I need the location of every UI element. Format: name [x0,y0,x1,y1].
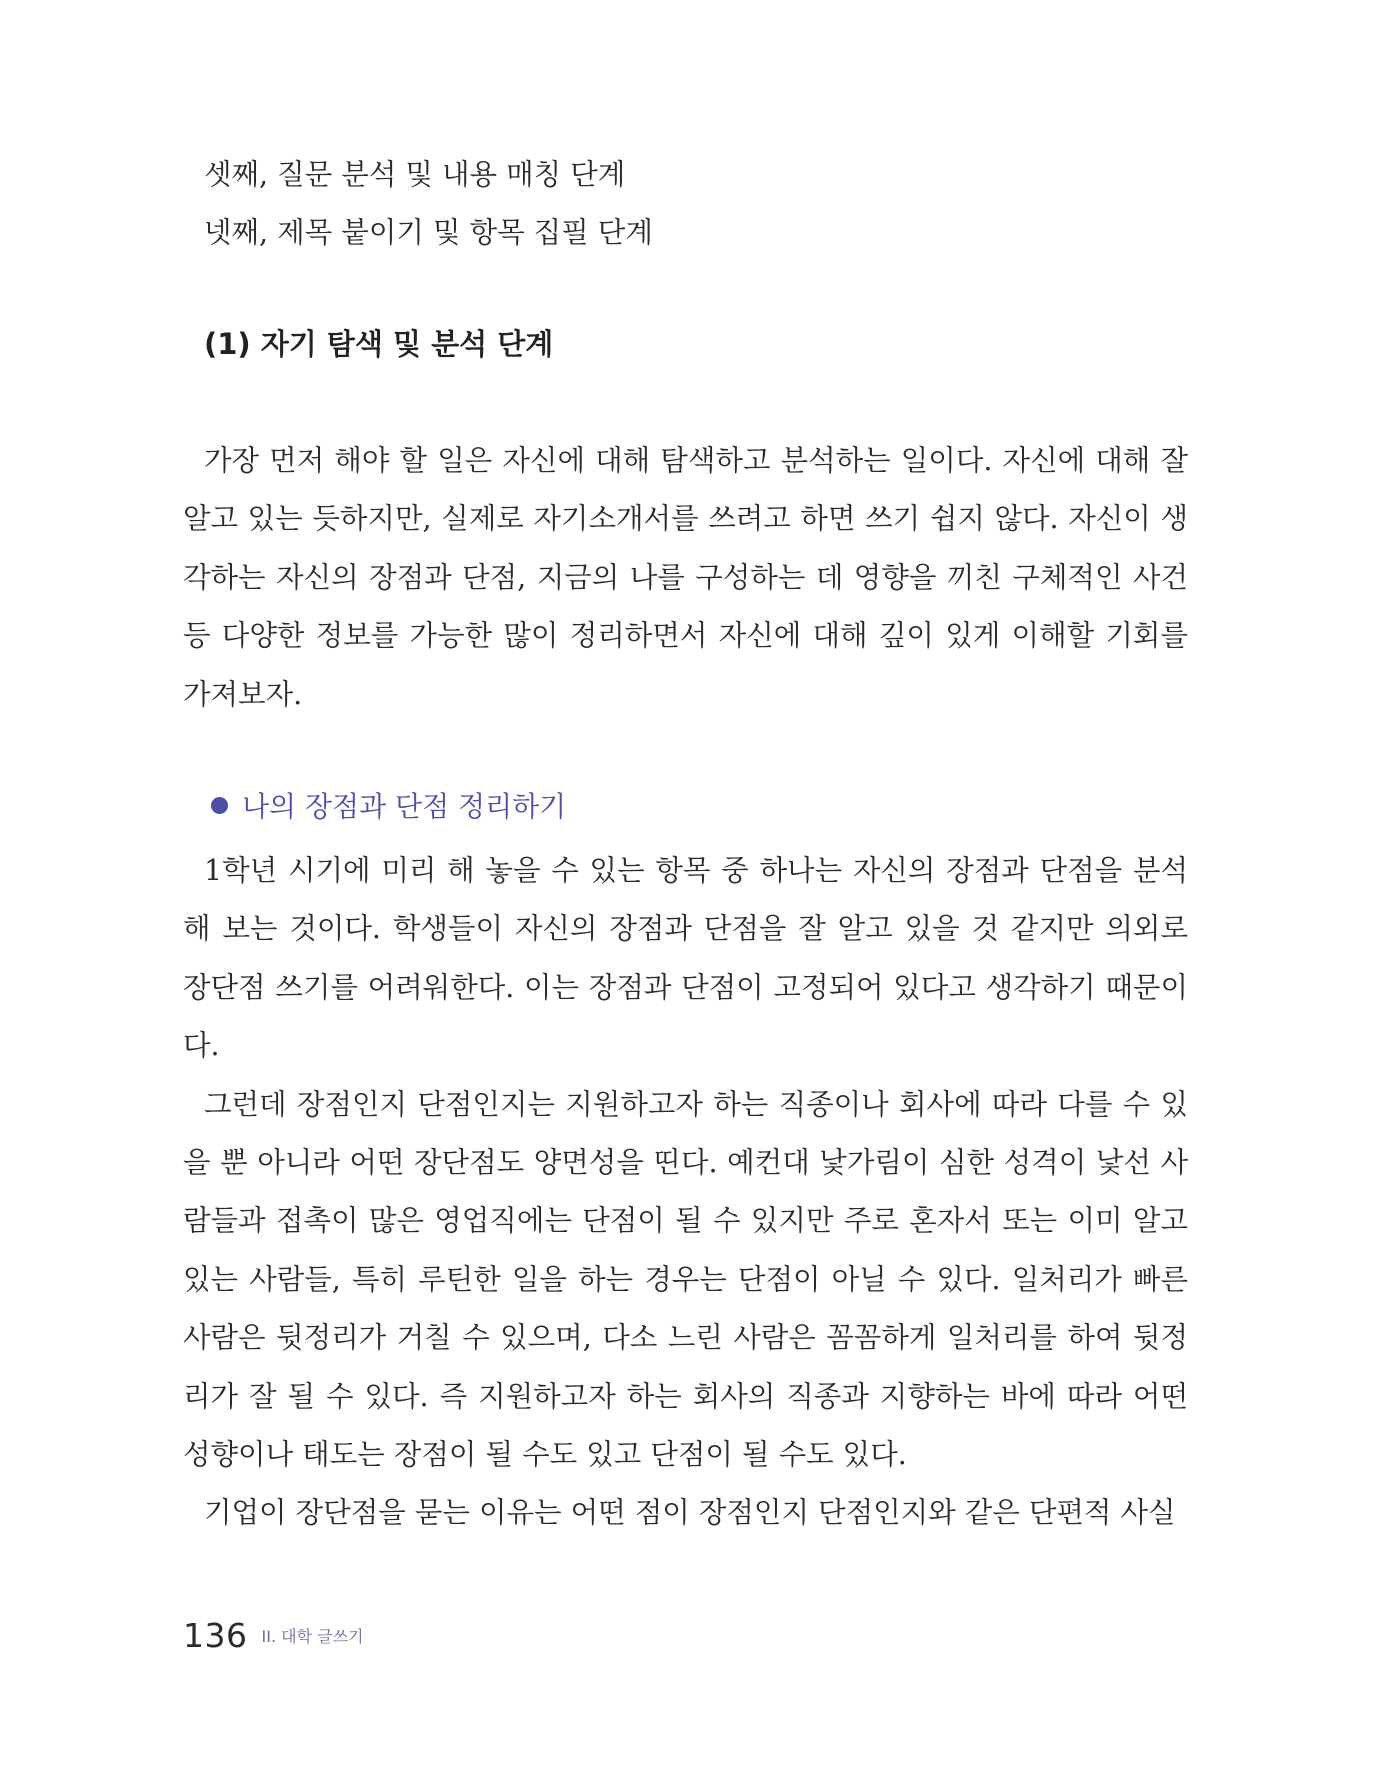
intro-paragraph: 가장 먼저 해야 할 일은 자신에 대해 탐색하고 분석하는 일이다. 자신에 대해 잘 알고 있는 듯하지만, 실제로 자기소개서를 쓰려고 하면 쓰기 쉽지 않다. 자신이 생각하는 자신의 장점과 단점, 지금의 나를 구성하는 데 영향을 끼친 구체적인 사건 등 다양한 정보를 가능한 많이 정리하면서 자신에 대해 깊이 있게 이해할 기회를 가져보자. [183,444,1188,711]
step-item-third: 셋째, 질문 분석 및 내용 매칭 단계 [204,158,626,191]
steps-list [183,146,1188,262]
body-block [183,842,1188,1543]
body-paragraph: 기업이 장단점을 묻는 이유는 어떤 점이 장점인지 단점인지와 같은 단편적 사실 [204,1496,1176,1530]
intro-block [183,432,1188,724]
chapter-title: II. 대학 글쓰기 [261,1627,364,1646]
body-paragraph: 그런데 장점인지 단점인지는 지원하고자 하는 직종이나 회사에 따라 다를 수 있을 뿐 아니라 어떤 장단점도 양면성을 띤다. 예컨대 낯가림이 심한 성격이 낯선 사람들과 접촉이 많은 영업직에는 단점이 될 수 있지만 주로 혼자서 또는 이미 알고 있는 사람들, 특히 루틴한 일을 하는 경우는 단점이 아닐 수 있다. 일처리가 빠른 사람은 뒷정리가 거칠 수 있으며, 다소 느린 사람은 꼼꼼하게 일처리를 하여 뒷정리가 잘 될 수 있다. 즉 지원하고자 하는 회사의 직종과 지향하는 바에 따라 어떤 성향이나 태도는 장점이 될 수도 있고 단점이 될 수도 있다. [183,1087,1188,1472]
page-number: 136 [183,1616,248,1655]
step-item-fourth: 넷째, 제목 붙이기 및 항목 집필 단계 [204,216,653,249]
bullet-icon [211,797,228,814]
page-footer [183,1616,363,1655]
sub-heading [183,782,1216,832]
sub-heading-text: 나의 장점과 단점 정리하기 [242,790,567,823]
body-paragraph: 1학년 시기에 미리 해 놓을 수 있는 항목 중 하나는 자신의 장점과 단점을 분석해 보는 것이다. 학생들이 자신의 장점과 단점을 잘 알고 있을 것 같지만 의외로 장단점 쓰기를 어려워한다. 이는 장점과 단점이 고정되어 있다고 생각하기 때문이다. [183,854,1188,1063]
section-heading: (1) 자기 탐색 및 분석 단계 [204,327,554,361]
